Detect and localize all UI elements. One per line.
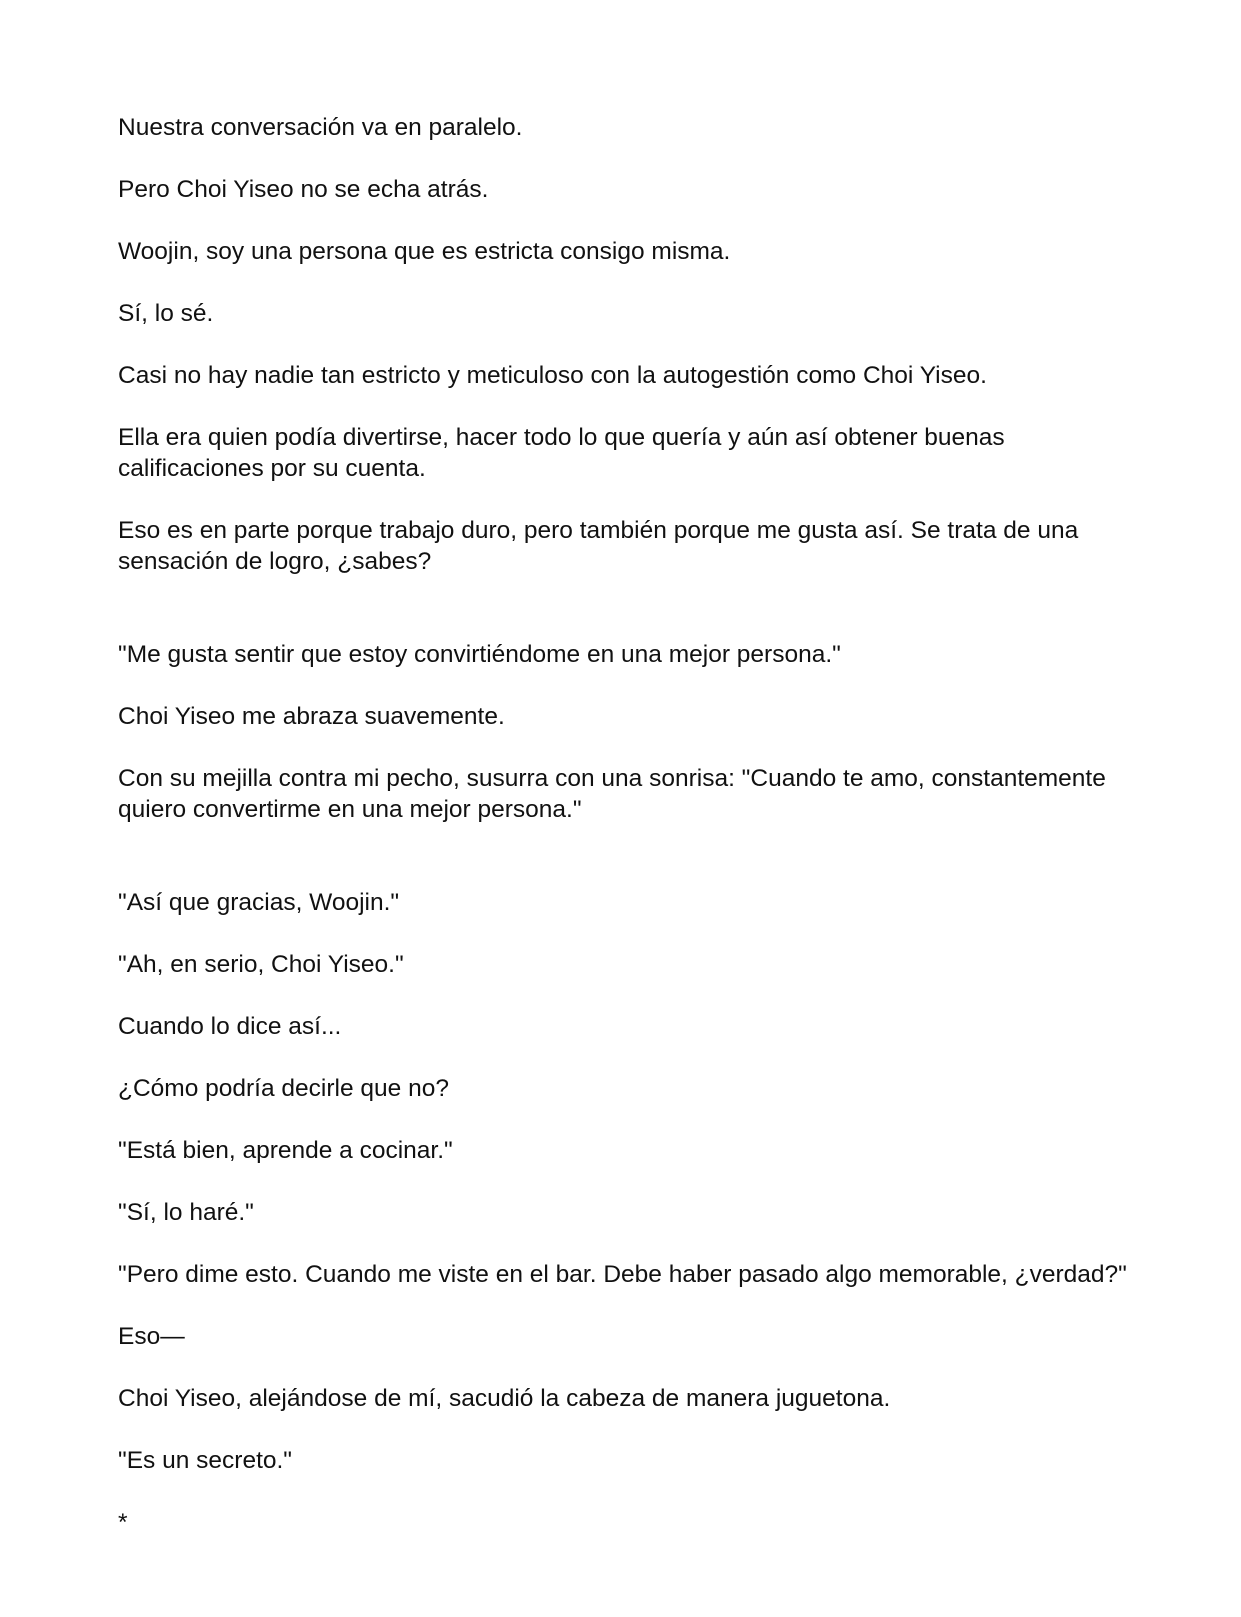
document-body	[118, 112, 1128, 1538]
paragraph: Eso—	[118, 1323, 185, 1350]
paragraph: Nuestra conversación va en paralelo.	[118, 114, 523, 141]
paragraph: Casi no hay nadie tan estricto y meticuloso con la autogestión como Choi Yiseo.	[118, 362, 987, 389]
paragraph: Cuando lo dice así...	[118, 1013, 342, 1040]
paragraph: "Está bien, aprende a cocinar."	[118, 1137, 453, 1164]
paragraph: "Me gusta sentir que estoy convirtiéndome en una mejor persona."	[118, 641, 841, 668]
paragraph: Pero Choi Yiseo no se echa atrás.	[118, 176, 489, 203]
paragraph: Choi Yiseo me abraza suavemente.	[118, 703, 505, 730]
paragraph: "Ah, en serio, Choi Yiseo."	[118, 951, 404, 978]
scene-break: *	[118, 1509, 128, 1536]
paragraph: Con su mejilla contra mi pecho, susurra con una sonrisa: "Cuando te amo, constantemente quiero convertirme en una mejor persona."	[118, 765, 1106, 823]
paragraph: Choi Yiseo, alejándose de mí, sacudió la cabeza de manera juguetona.	[118, 1385, 891, 1412]
paragraph: "Pero dime esto. Cuando me viste en el bar. Debe haber pasado algo memorable, ¿verdad?"	[118, 1261, 1127, 1288]
paragraph: "Es un secreto."	[118, 1447, 293, 1474]
paragraph: Eso es en parte porque trabajo duro, pero también porque me gusta así. Se trata de una sensación de logro, ¿sabes?	[118, 517, 1079, 575]
paragraph: Sí, lo sé.	[118, 300, 214, 327]
paragraph: ¿Cómo podría decirle que no?	[118, 1075, 449, 1102]
paragraph: Woojin, soy una persona que es estricta consigo misma.	[118, 238, 731, 265]
paragraph: "Así que gracias, Woojin."	[118, 889, 400, 916]
paragraph: Ella era quien podía divertirse, hacer todo lo que quería y aún así obtener buenas calificaciones por su cuenta.	[118, 424, 1005, 482]
paragraph: "Sí, lo haré."	[118, 1199, 254, 1226]
